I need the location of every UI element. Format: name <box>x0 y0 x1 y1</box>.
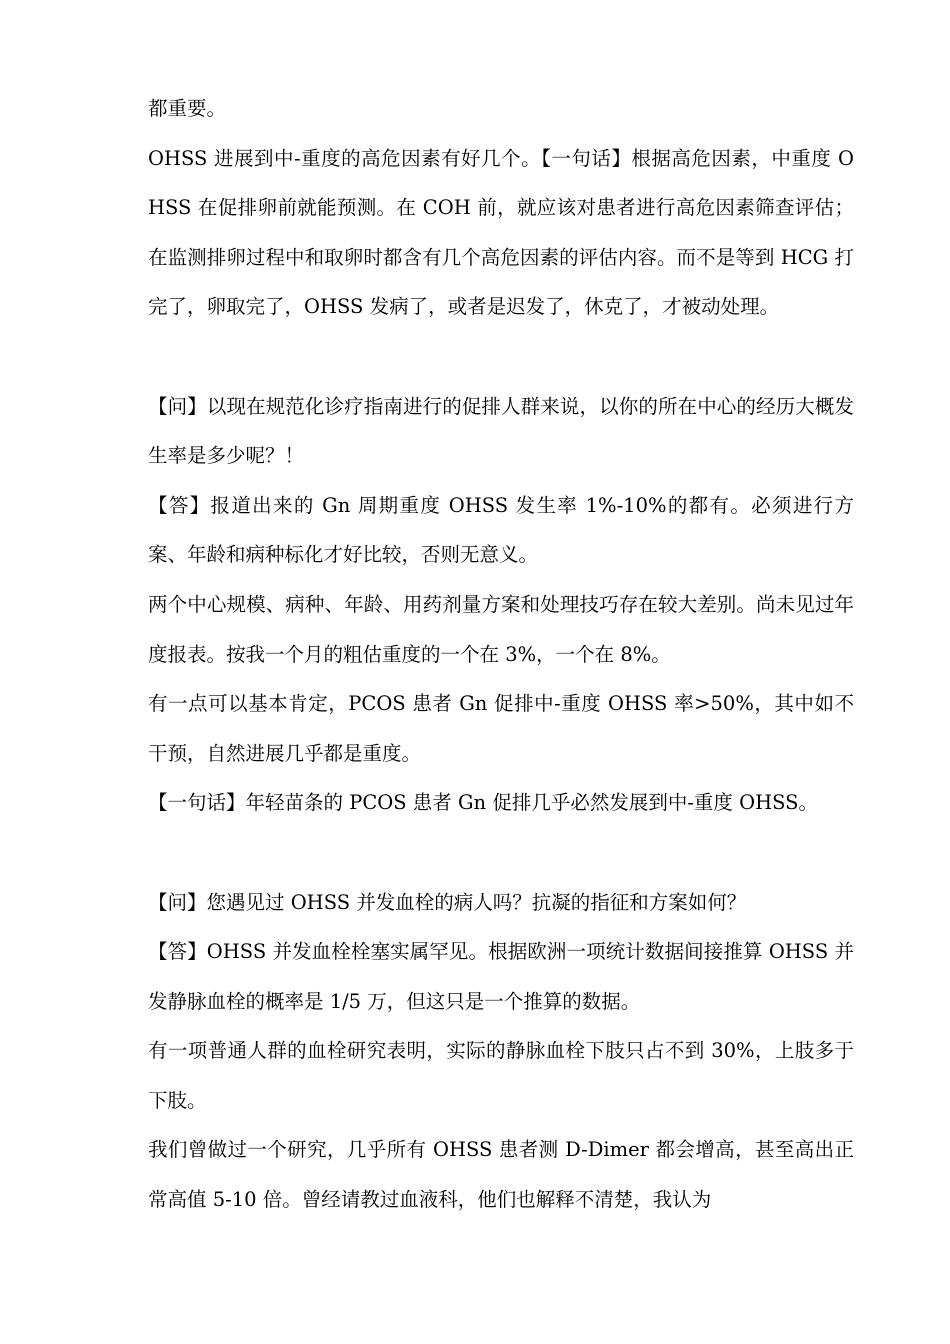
paragraph: 【答】报道出来的 Gn 周期重度 OHSS 发生率 1%-10%的都有。必须进行方案、年龄和病种标化才好比较，否则无意义。 <box>148 493 854 567</box>
paragraph: OHSS 进展到中-重度的高危因素有好几个。【一句话】根据高危因素，中重度 OHSS 在促排卵前就能预测。在 COH 前，就应该对患者进行高危因素筛查评估；在监测排卵过程中和取卵时都含有几个高危因素的评估内容。而不是等到 HCG 打完了，卵取完了，OHSS 发病了，或者是迟发了，休克了，才被动处理。 <box>148 146 854 319</box>
section-gap <box>148 332 854 382</box>
paragraph: 有一点可以基本肯定，PCOS 患者 Gn 促排中-重度 OHSS 率>50%，其中如不干预，自然进展几乎都是重度。 <box>148 692 854 765</box>
paragraph: 【问】以现在规范化诊疗指南进行的促排人群来说，以你的所在中心的经历大概发生率是多少呢？！ <box>148 394 854 468</box>
paragraph: 两个中心规模、病种、年龄、用药剂量方案和处理技巧存在较大差别。尚未见过年度报表。按我一个月的粗估重度的一个在 3%，一个在 8%。 <box>148 592 854 666</box>
paragraph: 都重要。 <box>148 97 227 120</box>
paragraph: 【问】您遇见过 OHSS 并发血栓的病人吗？抗凝的指征和方案如何？ <box>148 890 747 914</box>
paragraph: 【一句话】年轻苗条的 PCOS 患者 Gn 促排几乎必然发展到中-重度 OHSS。 <box>148 791 818 815</box>
paragraph: 我们曾做过一个研究，几乎所有 OHSS 患者测 D-Dimer 都会增高，甚至高出正常高值 5-10 倍。曾经请教过血液科，他们也解释不清楚，我认为 <box>148 1138 854 1212</box>
paragraph: 【答】OHSS 并发血栓栓塞实属罕见。根据欧洲一项统计数据间接推算 OHSS 并发静脉血栓的概率是 1/5 万，但这只是一个推算的数据。 <box>148 940 854 1013</box>
paragraph: 有一项普通人群的血栓研究表明，实际的静脉血栓下肢只占不到 30%，上肢多于下肢。 <box>148 1039 854 1112</box>
section-gap <box>148 828 854 878</box>
document-body <box>148 84 854 1225</box>
